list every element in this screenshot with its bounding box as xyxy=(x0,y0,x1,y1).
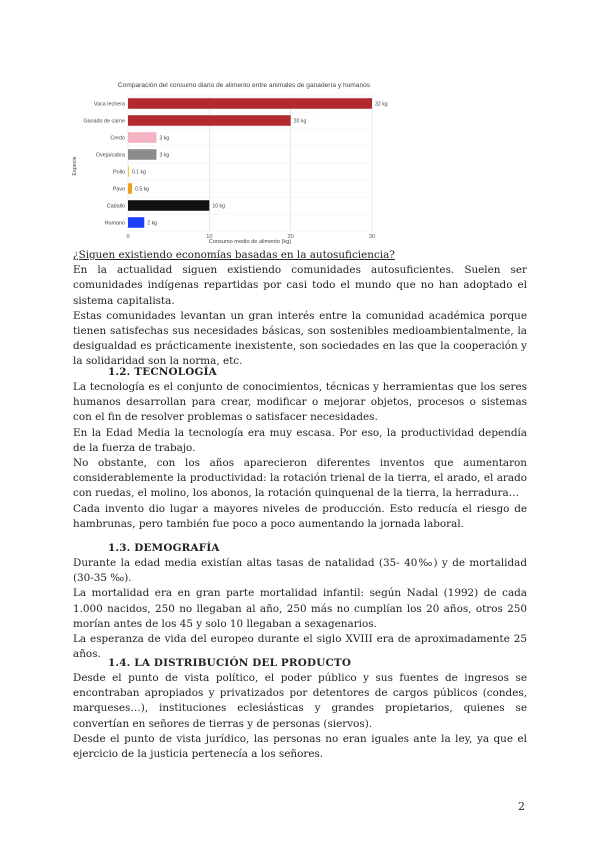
chart-y-axis-label: Especie xyxy=(72,156,78,176)
chart-x-axis-label: Consumo medio de alimento (kg) xyxy=(208,239,292,245)
distribucion-paragraph-2: Desde el punto de vista jurídico, las personas no eran iguales ante la ley, ya que el ejercicio de la justicia pertenecía a los señores. xyxy=(73,732,527,761)
category-label-4: Pollo xyxy=(113,169,125,176)
category-label-6: Caballo xyxy=(106,203,125,210)
category-label-1: Ganado de carne xyxy=(83,118,125,125)
x-tick-label-1: 10 xyxy=(206,234,213,240)
tecnologia-section xyxy=(73,380,527,532)
heading-tecnologia: 1.2. TECNOLOGÍA xyxy=(108,366,217,378)
intro-paragraph-2: Estas comunidades levantan un gran interés entre la comunidad académica porque tienen satisfechas sus necesidades básicas, son sostenibles medioambientalmente, la desigualdad es prácticamente inexistente, son sociedades en las que la cooperación y la solidaridad son la norma, etc. xyxy=(73,309,527,368)
value-label-0: 32 kg xyxy=(375,101,388,108)
tecnologia-paragraph-1: La tecnología es el conjunto de conocimientos, técnicas y herramientas que los seres humanos desarrollan para crear, modificar o mejorar objetos, procesos o sistemas con el fin de resolver problemas o satisfacer necesidades. xyxy=(73,381,527,424)
demografia-paragraph-2: La mortalidad era en gran parte mortalidad infantil: según Nadal (1992) de cada 1.000 nacidos, 250 no llegaban al año, 250 más no cumplían los 20 años, otros 250 morían antes de los 45 y solo 10 llegaban a sexagenarios. xyxy=(73,587,527,630)
intro-paragraph-1: En la actualidad siguen existiendo comunidades autosuficientes. Suelen ser comunidades indígenas repartidas por casi todo el mundo que no han adoptado el sistema capitalista. xyxy=(73,264,527,307)
heading-demografia: 1.3. DEMOGRAFÍA xyxy=(108,542,220,554)
value-label-2: 3 kg xyxy=(159,135,170,142)
value-label-5: 0.5 kg xyxy=(135,186,150,193)
value-label-4: 0.1 kg xyxy=(131,169,146,176)
demografia-paragraph-3: La esperanza de vida del europeo durante el siglo XVIII era de aproximadamente 25 años. xyxy=(73,633,527,661)
chart-svg xyxy=(68,78,388,248)
category-label-3: Oveja/cabra xyxy=(95,152,125,159)
value-label-3: 3 kg xyxy=(159,152,170,159)
distribucion-paragraph-1: Desde el punto de vista político, el poder público y sus fuentes de ingresos se encontraban apropiados y privatizados por detentores de cargos públicos (condes, marqueses…), instituciones eclesiásticas y grandes propietarios, quienes se convertían en señores de tierras y de personas (siervos). xyxy=(73,672,527,730)
bar-cerdo xyxy=(128,132,156,143)
chart-title: Comparación del consumo diario de alimento entre animales de ganadería y humanos xyxy=(117,82,371,89)
value-label-7: 2 kg xyxy=(147,220,158,227)
tecnologia-paragraph-2: En la Edad Media la tecnología era muy escasa. Por eso, la productividad dependía de la fuerza de trabajo. xyxy=(73,426,527,454)
value-label-1: 20 kg xyxy=(293,118,307,125)
x-tick-label-2: 20 xyxy=(287,234,294,240)
bar-caballo xyxy=(128,200,209,211)
category-label-5: Pavo xyxy=(112,186,125,193)
distribucion-section xyxy=(73,671,527,762)
bar-vaca-lechera xyxy=(128,98,372,109)
bar-pavo xyxy=(128,183,132,194)
heading-distribucion: 1.4. LA DISTRIBUCIÓN DEL PRODUCTO xyxy=(108,657,352,669)
category-label-0: Vaca lechera xyxy=(93,101,125,108)
x-tick-label-3: 30 xyxy=(368,234,376,240)
demografia-section xyxy=(73,556,527,662)
intro-section xyxy=(73,248,527,370)
x-tick-label-0: 0 xyxy=(126,234,130,240)
intro-question: ¿Siguen existiendo economías basadas en la autosuficiencia? xyxy=(73,249,395,261)
demografia-paragraph-1: Durante la edad media existían altas tasas de natalidad (35- 40‰) y de mortalidad (30-35 ‰). xyxy=(73,557,527,585)
value-label-6: 10 kg xyxy=(212,203,226,210)
category-label-2: Cerdo xyxy=(110,135,125,142)
bar-pollo xyxy=(128,166,129,177)
bar-ganado-de-carne xyxy=(128,115,291,126)
bar-oveja-cabra xyxy=(128,149,156,160)
tecnologia-paragraph-4: Cada invento dio lugar a mayores niveles de producción. Esto reducía el riesgo de hambrunas, pero también fue poco a poco aumentando la jornada laboral. xyxy=(73,502,527,530)
bar-humano xyxy=(128,217,144,228)
category-label-7: Humano xyxy=(104,220,125,227)
page-number: 2 xyxy=(518,800,525,813)
tecnologia-paragraph-3: No obstante, con los años aparecieron diferentes inventos que aumentaron considerablemente la productividad: la rotación trienal de la tierra, el arado, el arado con ruedas, el molino, los abonos, la rotación quinquenal de la tierra, la herradura… xyxy=(73,457,527,500)
food-consumption-chart xyxy=(68,78,388,248)
